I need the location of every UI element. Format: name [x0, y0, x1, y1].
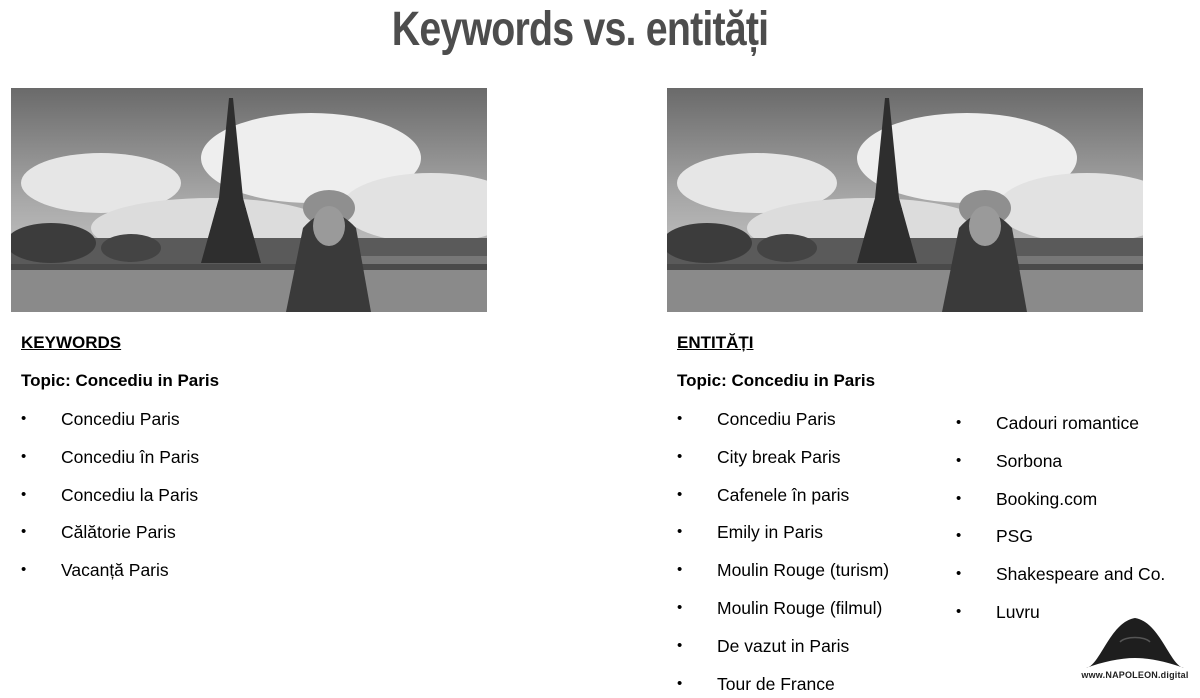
entities-topic: Topic: Concediu in Paris — [677, 371, 876, 390]
list-item: • Moulin Rouge (filmul) — [677, 597, 883, 618]
logo-text: www.NAPOLEON.digital — [1081, 670, 1189, 680]
list-item: • City break Paris — [677, 446, 841, 467]
list-item: • Shakespeare and Co. — [956, 564, 1166, 585]
entities-list-col1 — [677, 409, 889, 694]
napoleon-logo — [1080, 612, 1190, 692]
entities-heading: ENTITĂȚI — [677, 333, 754, 352]
list-item: • Emily in Paris — [677, 522, 823, 543]
bicorne-hat-icon — [1080, 612, 1190, 672]
bullet-icon: • — [956, 451, 962, 469]
bullet-icon: • — [21, 447, 27, 465]
list-item: • Cadouri romantice — [956, 413, 1139, 433]
list-item: • Tour de France — [677, 673, 835, 694]
bullet-icon: • — [21, 561, 27, 579]
bullet-icon: • — [677, 447, 683, 465]
eiffel-tower-photo — [667, 88, 1143, 312]
list-item: • Concediu Paris — [21, 409, 180, 429]
list-item: • Moulin Rouge (turism) — [677, 560, 890, 581]
list-item: • Luvru — [956, 601, 1040, 622]
list-item: • Booking.com — [956, 488, 1098, 509]
slide-title: Keywords vs. entități — [391, 3, 769, 56]
eiffel-tower-photo — [11, 88, 487, 312]
bullet-icon: • — [21, 410, 27, 427]
list-item: • Sorbona — [956, 450, 1063, 471]
bullet-icon: • — [956, 489, 962, 507]
list-item: • Concediu în Paris — [21, 446, 200, 467]
list-item: • De vazut in Paris — [677, 635, 850, 656]
entities-list-col2 — [956, 413, 1165, 640]
list-item: • PSG — [956, 526, 1033, 547]
bullet-icon: • — [677, 598, 683, 616]
bullet-icon: • — [21, 523, 27, 541]
bullet-icon: • — [677, 485, 683, 503]
bullet-icon: • — [677, 523, 683, 541]
keywords-topic: Topic: Concediu in Paris — [21, 371, 220, 390]
bullet-icon: • — [956, 565, 962, 583]
list-item: • Concediu la Paris — [21, 484, 199, 505]
bullet-icon: • — [677, 636, 683, 654]
bullet-icon: • — [956, 527, 962, 545]
keywords-heading: KEYWORDS — [21, 333, 122, 352]
bullet-icon: • — [677, 561, 683, 579]
list-item: • Călătorie Paris — [21, 522, 176, 543]
bullet-icon: • — [956, 414, 962, 431]
bullet-icon: • — [677, 410, 683, 427]
bullet-icon: • — [677, 674, 683, 692]
keywords-list — [21, 409, 199, 598]
bullet-icon: • — [956, 602, 962, 620]
list-item: • Concediu Paris — [677, 409, 836, 429]
bullet-icon: • — [21, 485, 27, 503]
list-item: • Vacanță Paris — [21, 560, 169, 581]
list-item: • Cafenele în paris — [677, 484, 850, 505]
